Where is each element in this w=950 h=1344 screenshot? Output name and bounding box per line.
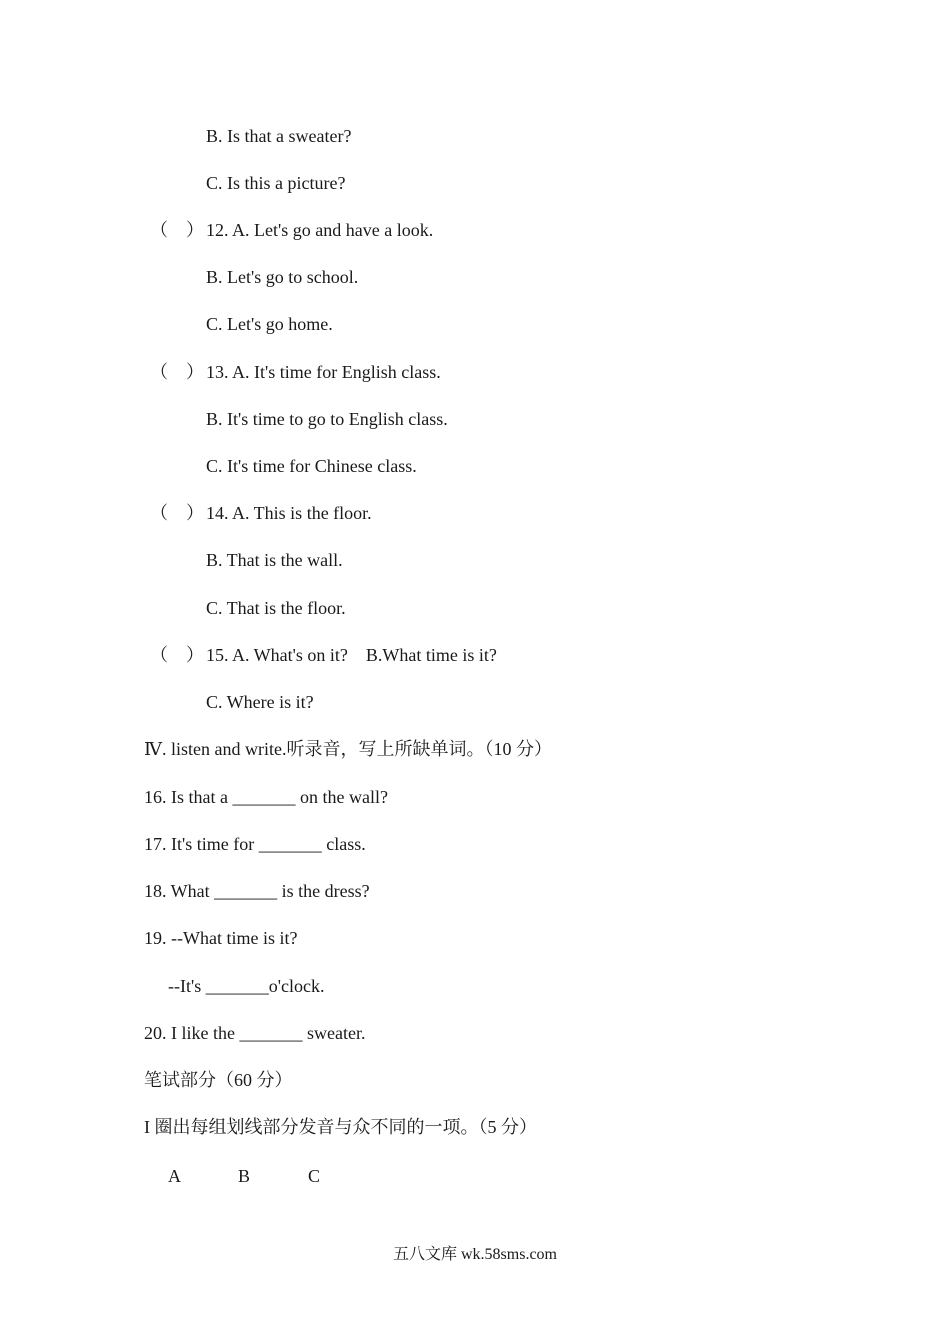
question-17: 17. It's time for _______ class. — [144, 834, 366, 854]
question-14-option-a: 14. A. This is the floor. — [206, 503, 372, 523]
question-14-option-b: B. That is the wall. — [206, 550, 343, 570]
question-12-option-a: 12. A. Let's go and have a look. — [206, 220, 434, 240]
answer-paren-14: （ ） — [150, 503, 204, 523]
column-label-a: A — [168, 1166, 181, 1186]
question-20: 20. I like the _______ sweater. — [144, 1023, 366, 1043]
section-4-title: Ⅳ. listen and write.听录音，写上所缺单词。（10 分） — [144, 739, 552, 759]
question-14-option-c: C. That is the floor. — [206, 598, 346, 618]
question-12-option-c: C. Let's go home. — [206, 314, 333, 334]
question-19: 19. --What time is it? — [144, 928, 298, 948]
question-13-option-c: C. It's time for Chinese class. — [206, 456, 417, 476]
question-16: 16. Is that a _______ on the wall? — [144, 787, 388, 807]
question-11-option-b: B. Is that a sweater? — [206, 126, 352, 146]
answer-paren-15: （ ） — [150, 645, 204, 665]
written-section-1-title: I 圈出每组划线部分发音与众不同的一项。（5 分） — [144, 1117, 537, 1137]
question-13-option-b: B. It's time to go to English class. — [206, 409, 448, 429]
column-label-c: C — [308, 1166, 321, 1186]
question-19-answer: --It's _______o'clock. — [168, 976, 325, 996]
column-label-b: B — [238, 1166, 251, 1186]
answer-paren-13: （ ） — [150, 362, 204, 382]
page-footer: 五八文库 wk.58sms.com — [392, 1246, 557, 1263]
question-15-option-a: 15. A. What's on it? B.What time is it? — [206, 645, 497, 665]
answer-paren-12: （ ） — [150, 220, 204, 240]
question-11-option-c: C. Is this a picture? — [206, 173, 346, 193]
question-12-option-b: B. Let's go to school. — [206, 267, 359, 287]
question-15-option-c: C. Where is it? — [206, 692, 314, 712]
question-18: 18. What _______ is the dress? — [144, 881, 370, 901]
written-part-title: 笔试部分（60 分） — [144, 1070, 293, 1090]
question-13-option-a: 13. A. It's time for English class. — [206, 362, 441, 382]
